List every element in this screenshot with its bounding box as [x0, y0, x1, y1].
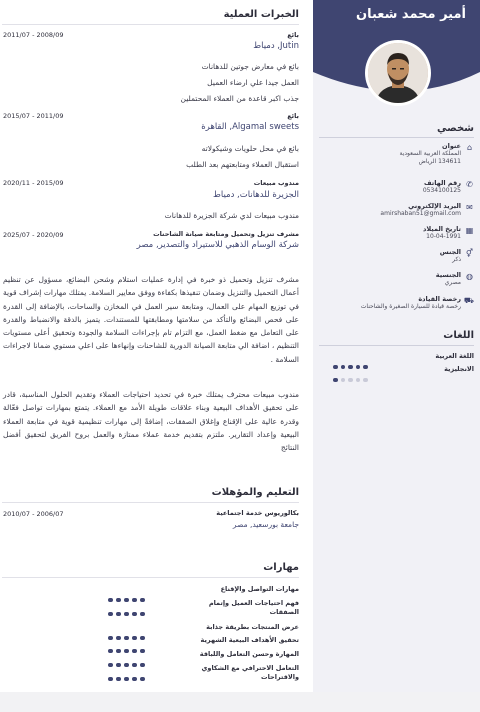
rating-dot-filled: [333, 378, 338, 383]
info-phone: [318, 179, 474, 195]
experience-summary: مشرف تنزيل وتحميل ذو خبرة في إدارة عمليات استلام وشحن البضائع، مسؤول عن تنظيم أعمال التحميل والتنزيل وضمان تنفيذها بكفاءة ووفق معايير السلامة. يمتلك مهارات إشراف قوية في توزيع المهام على العمال، ومتابعة سير العمل في المخازن والساحات، بالإضافة إلى القدرة على فحص البضائع والتأكد من سلامتها ومطابقتها للمستندات. يتميز بالدقة والانضباط والقدرة على التعامل مع ضغط العمل، مع التزام تام بإجراءات السلامة والجودة وتحقيق أعلى مستويات التنظيم ، اضافة الي متابعة الصيانة الدورية للشاحنات وإنهاءها على اعلي مستوي ضمانا لاجراءات السلامة .: [3, 275, 299, 364]
rating-dot-filled: [108, 677, 113, 682]
job-date: 2020/11 - 2015/09: [3, 179, 64, 187]
divider: [2, 24, 299, 25]
profile-name: أمير محمد شعبان: [356, 7, 466, 22]
skill-rating: [108, 666, 148, 685]
phone-icon: ✆: [466, 180, 473, 189]
job-company: Jutin, دمياط: [253, 41, 299, 51]
skill-row: [3, 664, 299, 681]
email-icon: ✉: [466, 203, 473, 212]
language-name: الانجليزية: [444, 365, 474, 373]
info-value: 134611 الرياض: [418, 157, 461, 165]
job-detail: العمل جيدا علي ارضاء العميل: [207, 78, 299, 87]
job-company: Algamal sweets, القاهرة: [201, 122, 299, 132]
job-company: شركة الوسام الذهبي للاستيراد والتصدير, مصر: [136, 240, 299, 250]
profile-photo: [368, 43, 428, 103]
info-address: [318, 142, 474, 165]
info-value: مصري: [444, 279, 461, 286]
skill-name: فهم احتياجات العميل وإتمام الصفقات: [208, 599, 299, 616]
rating-dot-filled: [132, 612, 137, 617]
rating-dot-filled: [132, 677, 137, 682]
divider: [2, 577, 299, 578]
job-detail: بائع في معارض جوتين للدهانات: [201, 62, 299, 71]
job-title: بائع: [287, 31, 299, 39]
job-detail: مندوب مبيعات لدي شركة الجزيرة للدهانات: [164, 211, 299, 220]
job-title: مندوب مبيعات: [253, 179, 299, 187]
info-label: الجنسية: [435, 271, 461, 279]
info-nationality: [318, 271, 474, 287]
info-label: رقم الهاتف: [424, 179, 461, 187]
education-degree: بكالوريوس خدمة اجتماعية: [216, 509, 299, 517]
info-label: الجنس: [439, 248, 461, 256]
skill-name: مهارات التواصل والإقناع: [220, 585, 299, 593]
skill-name: تحقيق الأهداف البيعية الشهرية: [200, 636, 299, 644]
job-detail: جذب اكبر قاعدة من العملاء المحتملين: [180, 94, 299, 103]
rating-dot-filled: [140, 612, 145, 617]
info-birthdate: [318, 225, 474, 241]
language-row: [318, 365, 474, 375]
personal-title: شخصي: [436, 123, 474, 134]
languages-title: اللغات: [443, 330, 474, 341]
divider: [319, 137, 474, 138]
info-license: [318, 295, 474, 311]
page-gap: [0, 692, 480, 712]
skill-name: المهارة وحسن التعامل واللباقة: [199, 650, 299, 658]
job-date: 2011/07 - 2008/09: [3, 31, 64, 39]
education-school: جامعة بورسعيد, مصر: [232, 520, 299, 529]
info-label: تاريخ الميلاد: [423, 225, 461, 233]
rating-dot-filled: [124, 612, 129, 617]
divider: [2, 502, 299, 503]
skill-row: [3, 585, 299, 597]
skill-row: [3, 623, 299, 635]
info-value: رخصة قيادة للسيارة الصغيرة والشاحنات: [360, 303, 461, 310]
rating-dot-empty: [341, 378, 346, 383]
info-label: البريد الإلكتروني: [408, 202, 461, 210]
job-date: 2025/07 - 2020/09: [3, 231, 64, 239]
rating-dot-empty: [356, 378, 361, 383]
home-icon: ⌂: [466, 143, 473, 152]
job-title: مشرف تنزيل وتحميل ومتابعة صيانة الشاحنات: [153, 230, 299, 238]
skill-row: [3, 599, 299, 616]
sidebar: [313, 0, 480, 692]
info-value: المملكة العربية السعودية: [399, 150, 461, 157]
info-value: amirshaban51@gmail.com: [380, 210, 461, 217]
globe-icon: ◍: [466, 272, 473, 281]
rating-dot-filled: [116, 677, 121, 682]
skill-rating: [108, 601, 148, 620]
skill-name: التعامل الاحترافي مع الشكاوي والاقتراحات: [201, 664, 299, 681]
info-value: 10-04-1991: [426, 233, 461, 240]
job-title: بائع: [287, 112, 299, 120]
info-gender: [318, 248, 474, 264]
language-rating: [330, 367, 368, 386]
rating-dot-empty: [348, 378, 353, 383]
education-title: التعليم والمؤهلات: [211, 487, 299, 498]
skill-row: [3, 636, 299, 648]
job-date: 2015/07 - 2011/09: [3, 112, 64, 120]
gender-icon: ⚥: [465, 249, 474, 258]
rating-dot-empty: [363, 378, 368, 383]
info-label: رخصة القيادة: [418, 295, 461, 303]
skill-row: [3, 650, 299, 662]
experience-title: الخبرات العملية: [223, 9, 299, 20]
avatar: [365, 40, 431, 106]
experience-summary: مندوب مبيعات محترف يمتلك خبرة في تحديد احتياجات العملاء وتقديم الحلول المناسبة، قادر على تحقيق الأهداف البيعية وبناء علاقات طويلة الأمد مع العملاء. يتمتع بمهارات تواصل فعّالة وقدرة عالية على الإقناع وإغلاق الصفقات، إضافةً إلى مهارات تنظيمية قوية في متابعة العملاء البيعية وإعداد التقارير. ملتزم بتقديم خدمة عملاء ممتازة والعمل بروح الفريق لتحقيق أفضل النتائج: [3, 390, 299, 453]
language-row: [318, 352, 474, 362]
language-name: اللغة العربية: [435, 352, 474, 360]
rating-dot-filled: [140, 677, 145, 682]
job-detail: استقبال العملاء ومتابعتهم بعد الطلب: [186, 160, 299, 169]
skills-title: مهارات: [263, 562, 299, 573]
info-value: ذكر: [452, 256, 461, 263]
info-email: [318, 202, 474, 218]
calendar-icon: ▦: [465, 226, 474, 235]
info-value: 0534100125: [422, 187, 461, 194]
job-detail: بائع في محل حلويات وشيكولاته: [201, 144, 299, 153]
education-date: 2010/07 - 2006/07: [3, 510, 64, 518]
divider: [319, 345, 474, 346]
skill-name: عرض المنتجات بطريقة جذابة: [206, 623, 299, 631]
car-icon: ⛟: [463, 296, 474, 305]
job-company: الجزيرة للدهانات, دمياط: [213, 190, 299, 200]
rating-dot-filled: [124, 677, 129, 682]
rating-dot-filled: [108, 612, 113, 617]
rating-dot-filled: [116, 612, 121, 617]
info-label: عنوان: [442, 142, 461, 150]
